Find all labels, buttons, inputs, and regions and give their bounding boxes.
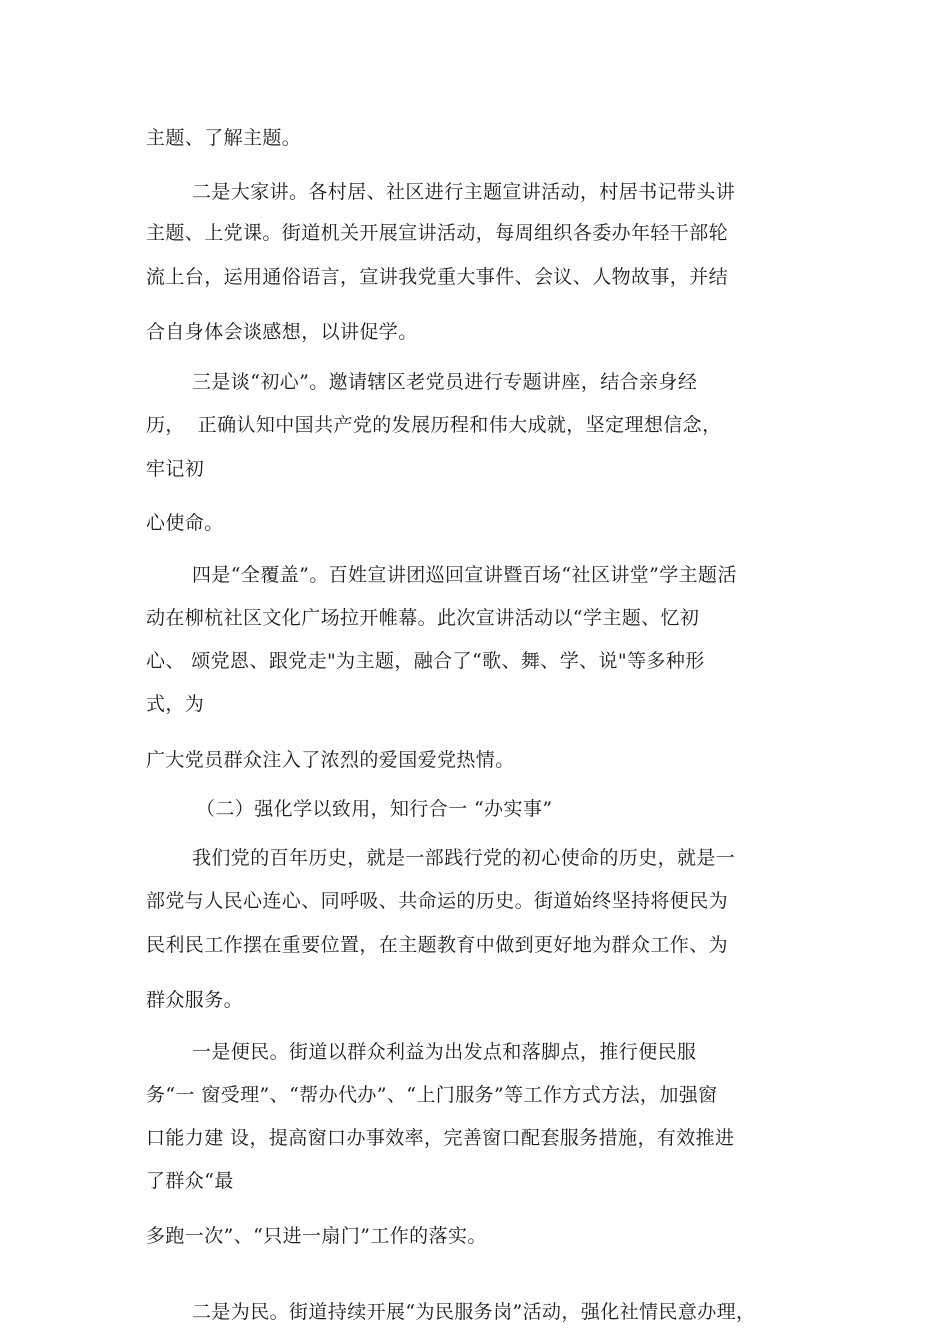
- text-line: 合自身体会谈感想，以讲促学。: [146, 321, 418, 343]
- text-line: 务“一 窗受理”、“帮办代办”、“上门服务”等工作方式方法，加强窗: [146, 1084, 718, 1106]
- section-heading: （二）强化学以致用，知行合一 “办实事”: [196, 798, 553, 820]
- text-line: 主题、上党课。街道机关开展宣讲活动，每周组织各委办年轻干部轮: [146, 222, 729, 244]
- text-line: 了群众“最: [146, 1170, 234, 1192]
- text-line: 三是谈“初心”。邀请辖区老党员进行专题讲座，结合亲身经: [192, 371, 698, 393]
- text-line: 主题、了解主题。: [146, 127, 302, 149]
- text-line: 心使命。: [146, 512, 224, 534]
- text-line: 二是为民。街道持续开展“为民服务岗”活动，强化社情民意办理，: [192, 1301, 756, 1323]
- text-line: 心、 颂党恩、跟党走"为主题，融合了“歌、舞、学、说"等多种形: [146, 650, 705, 672]
- text-line: 四是“全覆盖”。百姓宣讲团巡回宣讲暨百场“社区讲堂”学主题活: [192, 564, 737, 586]
- text-line: 我们党的百年历史，就是一部践行党的初心使命的历史，就是一: [192, 847, 736, 869]
- text-line: 一是便民。街道以群众利益为出发点和落脚点，推行便民服: [192, 1041, 697, 1063]
- text-line: 历， 正确认知中国共产党的发展历程和伟大成就，坚定理想信念，: [146, 414, 722, 436]
- text-line: 动在柳杭社区文化广场拉开帷幕。此次宣讲活动以“学主题、忆初: [146, 607, 700, 629]
- text-line: 口能力建 设，提高窗口办事效率，完善窗口配套服务措施，有效推进: [146, 1127, 735, 1149]
- text-line: 多跑一次”、“只进一扇门”工作的落实。: [146, 1225, 487, 1247]
- text-line: 式，为: [146, 693, 205, 715]
- text-line: 广大党员群众注入了浓烈的爱国爱党热情。: [146, 749, 515, 771]
- text-line: 部党与人民心连心、同呼吸、共命运的历史。街道始终坚持将便民为: [146, 890, 729, 912]
- text-line: 牢记初: [146, 458, 205, 480]
- text-line: 二是大家讲。各村居、社区进行主题宣讲活动，村居书记带头讲: [192, 181, 736, 203]
- text-line: 群众服务。: [146, 989, 244, 1011]
- text-line: 民利民工作摆在重要位置，在主题教育中做到更好地为群众工作、为: [146, 934, 729, 956]
- text-line: 流上台，运用通俗语言，宣讲我党重大事件、会议、人物故事，并结: [146, 266, 729, 288]
